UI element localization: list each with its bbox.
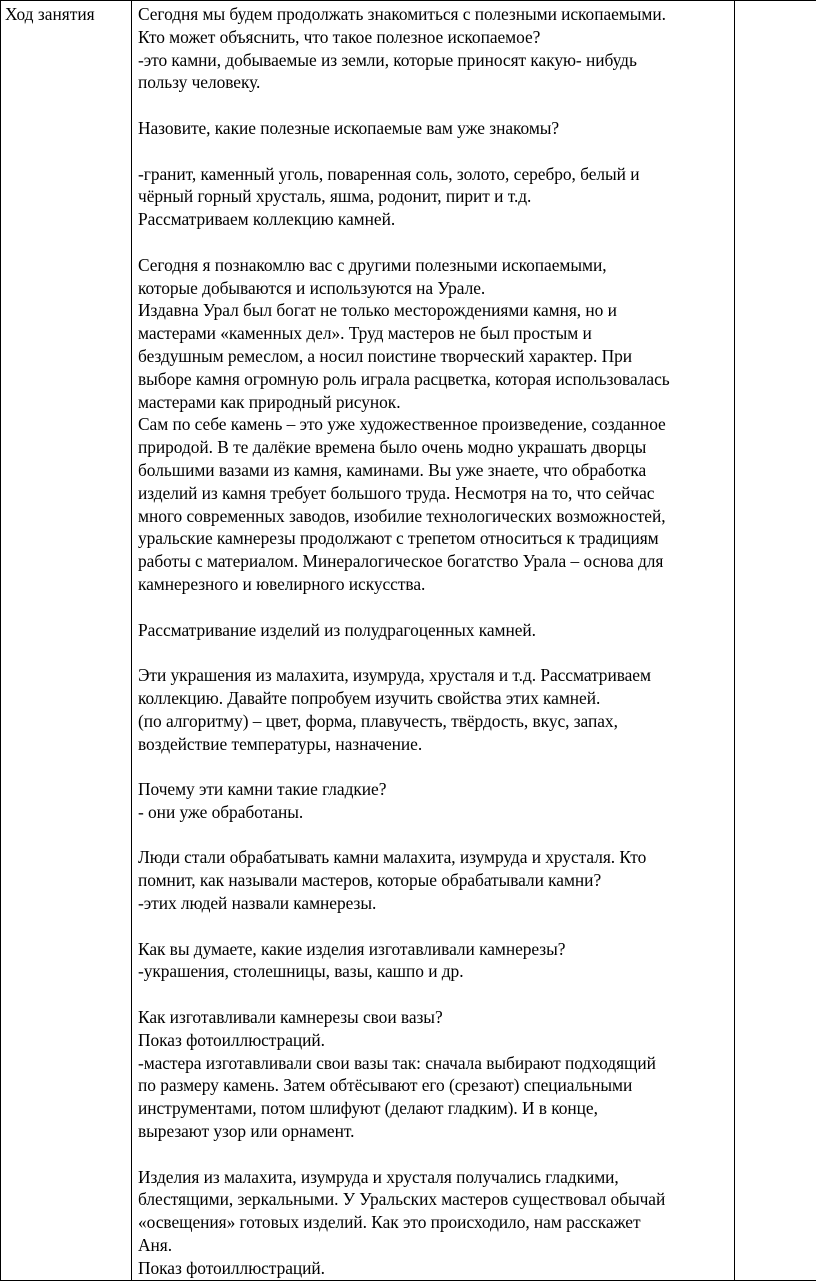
text-line: Сам по себе камень – это уже художественное произведение, созданное	[138, 413, 734, 436]
stage-label-cell	[1, 1, 132, 1281]
text-line	[138, 824, 734, 847]
text-line: большими вазами из камня, каминами. Вы уже знаете, что обработка	[138, 459, 734, 482]
text-line: уральские камнерезы продолжают с трепетом относиться к традициям	[138, 527, 734, 550]
text-line: -мастера изготавливали свои вазы так: сначала выбирают подходящий	[138, 1052, 734, 1075]
text-line: пользу человеку.	[138, 71, 734, 94]
text-line: которые добываются и используются на Урале.	[138, 277, 734, 300]
text-line: блестящими, зеркальными. У Уральских мастеров существовал обычай	[138, 1188, 734, 1211]
text-line: бездушным ремеслом, а носил поистине творческий характер. При	[138, 345, 734, 368]
text-line	[138, 915, 734, 938]
text-line	[138, 1143, 734, 1166]
text-line: Издавна Урал был богат не только месторождениями камня, но и	[138, 299, 734, 322]
text-line: -гранит, каменный уголь, поваренная соль, золото, серебро, белый и	[138, 163, 734, 186]
text-line: Показ фотоиллюстраций.	[138, 1257, 734, 1280]
text-line: воздействие температуры, назначение.	[138, 733, 734, 756]
text-line: Почему эти камни такие гладкие?	[138, 778, 734, 801]
text-line: инструментами, потом шлифуют (делают гладким). И в конце,	[138, 1097, 734, 1120]
text-line: - они уже обработаны.	[138, 801, 734, 824]
text-line: вырезают узор или орнамент.	[138, 1120, 734, 1143]
text-line	[138, 231, 734, 254]
text-line: Изделия из малахита, изумруда и хрусталя получались гладкими,	[138, 1166, 734, 1189]
text-line: работы с материалом. Минералогическое богатство Урала – основа для	[138, 550, 734, 573]
text-line: Кто может объяснить, что такое полезное ископаемое?	[138, 26, 734, 49]
text-line: Сегодня мы будем продолжать знакомиться с полезными ископаемыми.	[138, 3, 734, 26]
notes-cell	[735, 1, 816, 1281]
text-line: изделий из камня требует большого труда. Несмотря на то, что сейчас	[138, 482, 734, 505]
text-line	[138, 140, 734, 163]
text-line: Эти украшения из малахита, изумруда, хрусталя и т.д. Рассматриваем	[138, 664, 734, 687]
text-line	[138, 641, 734, 664]
text-line	[138, 755, 734, 778]
text-line: много современных заводов, изобилие технологических возможностей,	[138, 505, 734, 528]
text-line: Как изготавливали камнерезы свои вазы?	[138, 1006, 734, 1029]
text-line: Как вы думаете, какие изделия изготавливали камнерезы?	[138, 938, 734, 961]
stage-label: Ход занятия	[5, 4, 95, 24]
text-line	[138, 94, 734, 117]
text-line: -украшения, столешницы, вазы, кашпо и др.	[138, 960, 734, 983]
lesson-content	[138, 3, 734, 1280]
text-line: выборе камня огромную роль играла расцветка, которая использовалась	[138, 368, 734, 391]
text-line: помнит, как называли мастеров, которые обрабатывали камни?	[138, 869, 734, 892]
table-row	[1, 1, 816, 1281]
text-line	[138, 983, 734, 1006]
text-line: (по алгоритму) – цвет, форма, плавучесть, твёрдость, вкус, запах,	[138, 710, 734, 733]
text-line	[138, 596, 734, 619]
text-line: чёрный горный хрусталь, яшма, родонит, пирит и т.д.	[138, 185, 734, 208]
text-line: -это камни, добываемые из земли, которые приносят какую- нибудь	[138, 49, 734, 72]
text-line: Люди стали обрабатывать камни малахита, изумруда и хрусталя. Кто	[138, 846, 734, 869]
text-line: Аня.	[138, 1234, 734, 1257]
text-line: Рассматриваем коллекцию камней.	[138, 208, 734, 231]
text-line: мастерами «каменных дел». Труд мастеров не был простым и	[138, 322, 734, 345]
text-line: природой. В те далёкие времена было очень модно украшать дворцы	[138, 436, 734, 459]
text-line: коллекцию. Давайте попробуем изучить свойства этих камней.	[138, 687, 734, 710]
text-line: Назовите, какие полезные ископаемые вам уже знакомы?	[138, 117, 734, 140]
text-line: «освещения» готовых изделий. Как это происходило, нам расскажет	[138, 1211, 734, 1234]
text-line: Рассматривание изделий из полудрагоценных камней.	[138, 619, 734, 642]
text-line: Сегодня я познакомлю вас с другими полезными ископаемыми,	[138, 254, 734, 277]
lesson-content-cell	[132, 1, 735, 1281]
text-line: камнерезного и ювелирного искусства.	[138, 573, 734, 596]
text-line: мастерами как природный рисунок.	[138, 391, 734, 414]
text-line: по размеру камень. Затем обтёсывают его (срезают) специальными	[138, 1074, 734, 1097]
text-line: Показ фотоиллюстраций.	[138, 1029, 734, 1052]
text-line: -этих людей назвали камнерезы.	[138, 892, 734, 915]
